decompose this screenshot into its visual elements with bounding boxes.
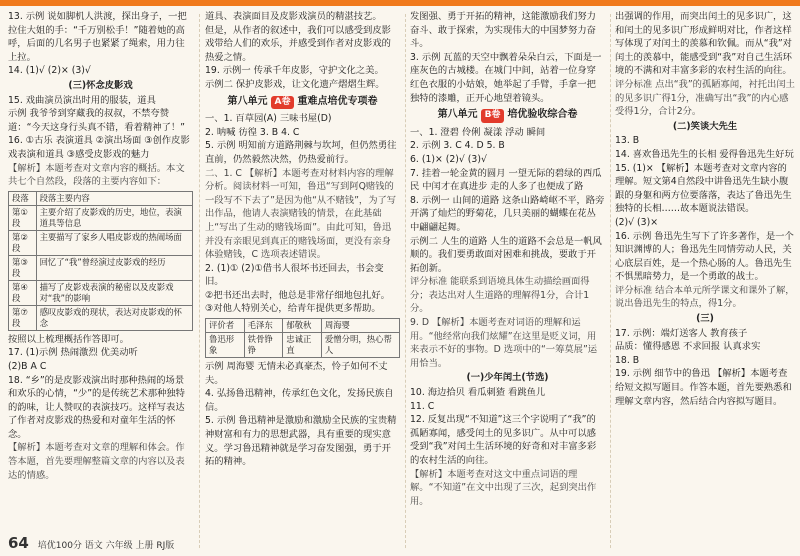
answer-line: 16. ①古乐 表演道具 ②演出场面 ③创作皮影戏表演和道具 ③感受皮影戏的魅力 xyxy=(8,135,190,160)
answer-line: 11. C xyxy=(410,400,435,412)
answer-line: 17. 示例：端灯送客人 教育孩子 xyxy=(615,327,748,339)
answer-line: 发图强、勇于开拓的精神，这能激励我们努力奋斗、敢于探索，为实现伟大的中国梦努力奋斗。 xyxy=(410,11,596,50)
table-cell: 感叹皮影戏的现状，表达对皮影戏的怀念 xyxy=(36,305,192,330)
answer-line: 一、1. 澄碧 伶俐 凝漾 浮动 瞬间 xyxy=(410,126,546,138)
book-info: 培优100分 语文 六年级 上册 RJ版 xyxy=(37,541,175,551)
answer-line: 品质：懂得感恩 不求回报 认真求实 xyxy=(615,341,761,353)
answer-line: 【解析】本题考查对文章内容的概括。本文共七个自然段，段落的主要内容如下： xyxy=(8,162,185,188)
answer-line: 评分标准 能联系到语境具体生动描绘画面得分；表达出对人生道路的理解得1分，合计1分。 xyxy=(410,276,590,315)
table-cell: 回忆了“我”曾经演过皮影戏的经历 xyxy=(36,255,192,280)
page-footer xyxy=(8,534,174,552)
unit-badge: A卷 xyxy=(271,96,295,110)
table-cell: 第②段 xyxy=(9,230,37,255)
table-cell: 第⑦段 xyxy=(9,305,37,330)
table-cell: 鲁迅形象 xyxy=(206,333,245,358)
column-4 xyxy=(615,10,795,408)
answer-line: 出强调的作用，而突出闰土的见多识广，这和闰土的见多识广形成鲜明对比，作者这样写体现了对闰土的羡慕和钦佩。而从“我”对闰土的羡慕中，能感受到“我”对自己生活环境的不满和对丰富多彩的农村生活的向往。 xyxy=(615,11,792,77)
answer-line: 6. (1)× (2)√ (3)√ xyxy=(410,153,487,165)
answer-line: 15. 戏曲演员演出时用的服装，道具 xyxy=(8,94,156,106)
answer-line: 13. 示例 说如脚机人洪渡，探出身子，一把拉住大姐的手：“千万别松手！”随着她的高呼，后面的几名男子也紧紧了绳索，用力往上拉。 xyxy=(8,11,187,63)
table-cell: 第④段 xyxy=(9,280,37,305)
answer-line: (2)√ (3)× xyxy=(615,216,659,228)
answer-line: 示例 我爷爷到穿藏我的叔叔，不禁夸赞道：“今天这身行头真不错，看着精神了！” xyxy=(8,108,185,133)
answer-line: 4. 弘扬鲁迅精神，传承红色文化，发扬民族自信。 xyxy=(205,388,394,413)
table-header: 毛泽东 xyxy=(244,319,283,333)
answer-line: (2)B A C xyxy=(8,360,47,372)
table-header: 段落 xyxy=(9,191,37,205)
answer-line: 3. 示例 瓦蓝的天空中飘着朵朵白云，下面是一座灰色的古城楼。在城门中间，站着一位身穿红色衣服的小姑娘，她举起了手臂，手拿一把独特的漆雕，正开心地望着镜头。 xyxy=(410,51,602,104)
table-cell: 忠诚正直 xyxy=(283,333,322,358)
answer-line: ③对他人特别关心，给青年提供更多帮助。 xyxy=(205,303,381,315)
answer-line: 二、1. C 【解析】本题考查对材料内容的理解分析。阅读材料一可知，鲁迅“写到阿Q赌钱的一段写不下去了”是因为他“从不赌钱”，为了写出作品，他请人表演赌钱的情景，在此基础上“写出了生动的赌钱场面”。由此可知，鲁迅并没有亲眼见到真正的赌钱场面，更没有亲身体验赌钱，C 选项表述错误。 xyxy=(205,167,397,261)
unit-label: 第八单元 xyxy=(437,109,478,121)
column-divider xyxy=(199,14,200,548)
answer-line: 16. 示例 鲁迅先生写下了许多著作，是一个知识渊博的人；鲁迅先生同情劳动人民，关心底层百姓，是一个热心肠的人。鲁迅先生不惧黑暗势力，是一个勇敢的战士。 xyxy=(615,230,794,283)
answer-line: 14. (1)√ (2)× (3)√ xyxy=(8,65,91,77)
unit-badge: B卷 xyxy=(481,109,505,123)
table-header: 郁敬秋 xyxy=(283,319,322,333)
answer-line: 按照以上梳理概括作答即可。 xyxy=(8,333,129,345)
answer-line: ②把书还出去时，他总是非常仔细地包扎好。 xyxy=(205,289,390,301)
table-row xyxy=(206,333,400,358)
table-header: 段落主要内容 xyxy=(36,191,192,205)
answer-line: 15. (1)× 【解析】本题考查对文章内容的理解。短文第4自然段中讲鲁迅先生缺小腹跟的身躯和两方位要落落，表达了鲁迅先生独特的长相……故本题说法错误。 xyxy=(615,162,792,215)
answer-line: 5. 示例 鲁迅精神是激励和激励全民族的宝贵精神财富和有力的思想武器，具有重要的现实意义。学习鲁迅精神就是学习奋发图强，勇于开拓的精神。 xyxy=(205,415,397,468)
unit-title: 培优验收综合卷 xyxy=(507,109,578,121)
answer-line: 10. 海边拾贝 看瓜刺猹 看跳鱼儿 xyxy=(410,387,546,399)
answer-line: 示例二 保护皮影戏，让文化遗产熠熠生辉。 xyxy=(205,78,385,90)
section-heading: (一)少年闰土(节选) xyxy=(466,372,549,384)
column-3 xyxy=(410,10,605,508)
answer-line: 【解析】本题考查对这文中重点词语的理解。“不知道”在文中出现了三次，起到突出作用。 xyxy=(410,468,597,507)
table-header: 评价者 xyxy=(206,319,245,333)
table-row xyxy=(9,205,193,230)
table-header: 周海婴 xyxy=(321,319,399,333)
answer-line: 18. “乡”的是皮影戏演出时那种热闹的场景和欢乐的心情，“少”的是传统艺术那种独特的韵味，让人赞叹的表演技巧。这样写表达了作者对皮影戏的热爱和对童年生活的怀念。 xyxy=(8,374,185,440)
table-row xyxy=(9,280,193,305)
section-heading: (二)笑谈大先生 xyxy=(672,120,738,132)
evaluation-table xyxy=(205,318,400,358)
answer-line: 2. (1)① (2)①借书人很坏书还回去，书会变旧。 xyxy=(205,262,384,288)
column-divider xyxy=(405,14,406,548)
answer-line: 19. 示例 细节中的鲁迅 【解析】本题考查给短文拟写题目。作答本题，首先要熟悉和理解文章内容，然后结合内容拟写题目。 xyxy=(615,368,792,407)
section-heading: (三)怀念皮影戏 xyxy=(68,79,133,91)
table-cell: 第①段 xyxy=(9,205,37,230)
answer-line: 【解析】本题考查对文章的理解和体会。作答本题，首先要理解整篇文章的内容以及表达的情感。 xyxy=(8,442,185,481)
page-number: 64 xyxy=(8,534,29,552)
answer-line: 5. 示例 明知前方道路荆棘与坎坷，但仍然勇往直前，仍然毅然决然，仍热爱前行。 xyxy=(205,140,397,165)
answer-line: 评分标准 点出“我”的孤陋寡闻，衬托出闰土的见多识广得1分，准确写出“我”的内心感受得1分，合计2分。 xyxy=(615,78,795,118)
answer-line: 13. B xyxy=(615,135,640,147)
table-cell: 描写了皮影戏表演的秘密以及皮影戏对“我”的影响 xyxy=(36,280,192,305)
answer-line: 2. 示例 3. C 4. D 5. B xyxy=(410,140,505,152)
section-heading: (三) xyxy=(696,313,714,325)
answer-line: 评分标准 结合本单元所学课文和课外了解，说出鲁迅先生的特点，得1分。 xyxy=(615,284,795,310)
answer-line: 2. 呐喊 彷徨 3. B 4. C xyxy=(205,126,300,138)
column-1 xyxy=(8,10,193,482)
answer-line: 18. B xyxy=(615,354,640,366)
answer-line: 14. 喜欢鲁迅先生的长相 爱得鲁迅先生好玩 xyxy=(615,148,794,160)
table-cell: 第③段 xyxy=(9,255,37,280)
table-cell: 铁骨铮铮 xyxy=(244,333,283,358)
column-2 xyxy=(205,10,400,469)
answer-line: 7. 挂着一轮金黄的圆月 一望无际的碧绿的西瓜 民 中闰才在真进步 走的人多了也便成了路 xyxy=(410,167,602,193)
answer-line: 示例 周海婴 无情未必真豪杰，怜子如何不丈夫。 xyxy=(205,361,388,386)
unit-label: 第八单元 xyxy=(227,95,268,107)
unit-heading xyxy=(410,108,605,123)
unit-title: 重难点培优专项卷 xyxy=(297,95,378,107)
answer-line: 8. 示例一 山间的道路 这条山路崎岖不平，路旁开满了灿烂的野菊花，几只美丽的蝴蝶在花丛中翩翩起舞。 xyxy=(410,194,605,233)
answer-line: 但是，从作者的叙述中，我们可以感受到皮影戏带给人们的欢乐，并感受到作者对皮影戏的热爱之情。 xyxy=(205,24,391,63)
table-row xyxy=(9,305,193,330)
unit-heading xyxy=(205,95,400,110)
answer-line: 12. 反复出现“不知道”这三个字说明了“我”的孤陋寡闻，感受闰土的见多识广。从中可以感受到“我”对闰土生活环境的好奇和对丰富多彩的农村生活的向往。 xyxy=(410,414,597,466)
answer-line: 示例二 人生的道路 人生的道路不会总是一帆风顺的。我们要勇敢面对困难和挑战，要敢于开拓创新。 xyxy=(410,235,602,274)
table-row xyxy=(9,255,193,280)
table-row xyxy=(9,230,193,255)
answer-line: 19. 示例一 传承千年皮影，守护文化之美。 xyxy=(205,65,384,77)
answer-line: 道具、表演面目及皮影戏演员的精湛技艺。 xyxy=(205,11,382,22)
table-cell: 爱憎分明，热心帮人 xyxy=(321,333,399,358)
paragraph-table xyxy=(8,191,193,331)
answer-line: 9. D 【解析】本题考查对词语的理解和运用。“他经常向我们炫耀”在这里是贬义词，用来表示不好的事物。D 选项中的“一筹莫展”运用恰当。 xyxy=(410,317,598,369)
column-divider xyxy=(610,14,611,548)
answer-line: 一、1. 百草园(A) 三味书屋(D) xyxy=(205,113,332,125)
table-cell: 主要介绍了皮影戏的历史，地位，表演道具等信息 xyxy=(36,205,192,230)
table-cell: 主要描写了家乡人唱皮影戏的热闹场面 xyxy=(36,230,192,255)
answer-line: 17. (1)示例 热闹激烈 优美动听 xyxy=(8,347,138,359)
